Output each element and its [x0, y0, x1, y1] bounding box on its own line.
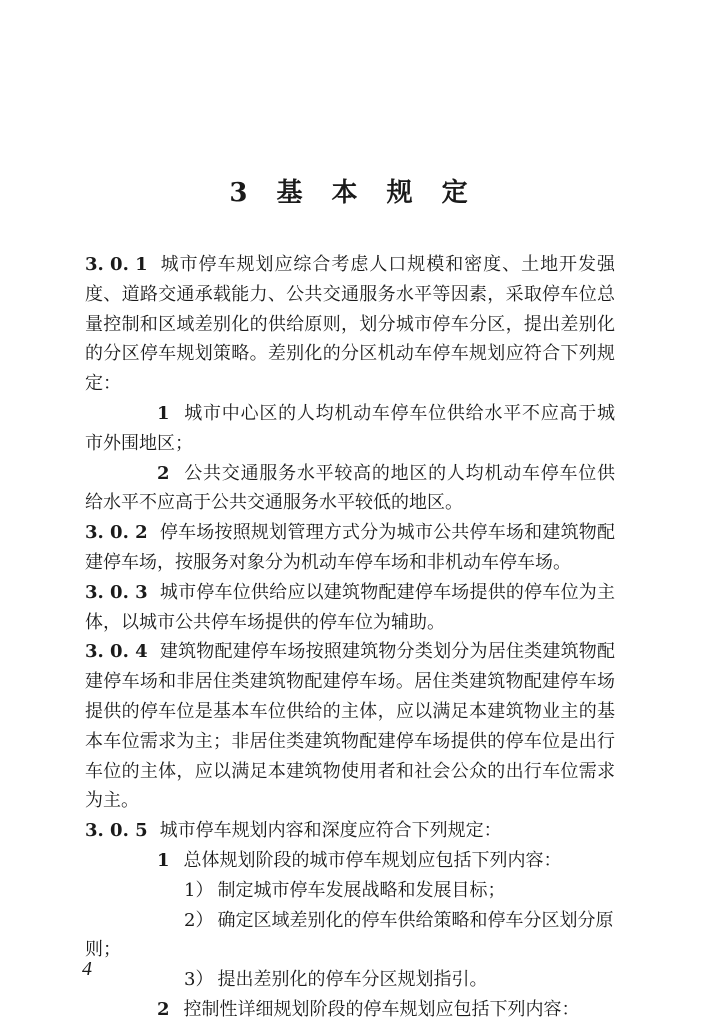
subitem-number: 2） — [184, 909, 214, 931]
clause-3-0-5-item-1-sub-2 — [85, 906, 615, 966]
chapter-title: 3 基 本 规 定 — [229, 178, 478, 208]
clause-3-0-1-item-2 — [85, 459, 615, 519]
clause-3-0-2 — [85, 518, 615, 578]
clause-3-0-3 — [85, 578, 615, 638]
subitem-text: 确定区域差别化的停车供给策略和停车分区划分原则； — [85, 909, 614, 961]
clause-text: 停车场按照规划管理方式分为城市公共停车场和建筑物配建停车场，按服务对象分为机动车停车场和非机动车停车场。 — [85, 522, 615, 573]
clause-number: 3. 0. 2 — [85, 522, 148, 544]
clause-3-0-5 — [85, 816, 615, 846]
item-text: 城市中心区的人均机动车停车位供给水平不应高于城市外围地区； — [85, 402, 615, 454]
clause-3-0-5-item-1 — [85, 846, 615, 876]
item-text: 公共交通服务水平较高的地区的人均机动车停车位供给水平不应高于公共交通服务水平较低的地区。 — [85, 462, 615, 514]
item-text: 控制性详细规划阶段的停车规划应包括下列内容： — [183, 998, 580, 1020]
clause-text: 城市停车规划内容和深度应符合下列规定： — [159, 820, 502, 842]
item-number: 1 — [157, 849, 170, 871]
clause-text: 城市停车位供给应以建筑物配建停车场提供的停车位为主体，以城市公共停车场提供的停车位为辅助。 — [85, 581, 615, 633]
clause-number: 3. 0. 4 — [85, 641, 148, 663]
clause-3-0-1-item-1 — [85, 399, 615, 459]
clause-3-0-1 — [85, 250, 615, 399]
clause-3-0-5-item-1-sub-3 — [85, 965, 615, 995]
subitem-number: 3） — [184, 969, 214, 991]
subitem-text: 提出差别化的停车分区规划指引。 — [217, 969, 488, 991]
clause-text: 城市停车规划应综合考虑人口规模和密度、土地开发强度、道路交通承载能力、公共交通服务水平等因素，采取停车位总量控制和区域差别化的供给原则，划分城市停车分区，提出差别化的分区停车规划策略。差别化的分区机动车停车规划应符合下列规定： — [85, 254, 615, 395]
item-text: 总体规划阶段的城市停车规划应包括下列内容： — [183, 849, 562, 871]
clause-number: 3. 0. 5 — [85, 820, 148, 842]
clause-text: 建筑物配建停车场按照建筑物分类划分为居住类建筑物配建停车场和非居住类建筑物配建停车场。居住类建筑物配建停车场提供的停车位是基本车位供给的主体，应以满足本建筑物业主的基本车位需求为主；非居住类建筑物配建停车场提供的停车位是出行车位的主体，应以满足本建筑物使用者和社会公众的出行车位需求为主。 — [85, 641, 615, 812]
clause-number: 3. 0. 1 — [85, 254, 148, 275]
clause-3-0-5-item-1-sub-1 — [85, 876, 615, 906]
page-number: 4 — [82, 958, 92, 980]
clause-3-0-4 — [85, 637, 615, 816]
subitem-text: 制定城市停车发展战略和发展目标； — [217, 879, 506, 901]
item-number: 1 — [157, 402, 170, 424]
item-number: 2 — [157, 462, 170, 484]
document-body — [85, 250, 615, 1025]
item-number: 2 — [157, 998, 170, 1020]
clause-3-0-5-item-2 — [85, 995, 615, 1025]
clause-number: 3. 0. 3 — [85, 581, 148, 603]
subitem-number: 1） — [184, 879, 214, 901]
